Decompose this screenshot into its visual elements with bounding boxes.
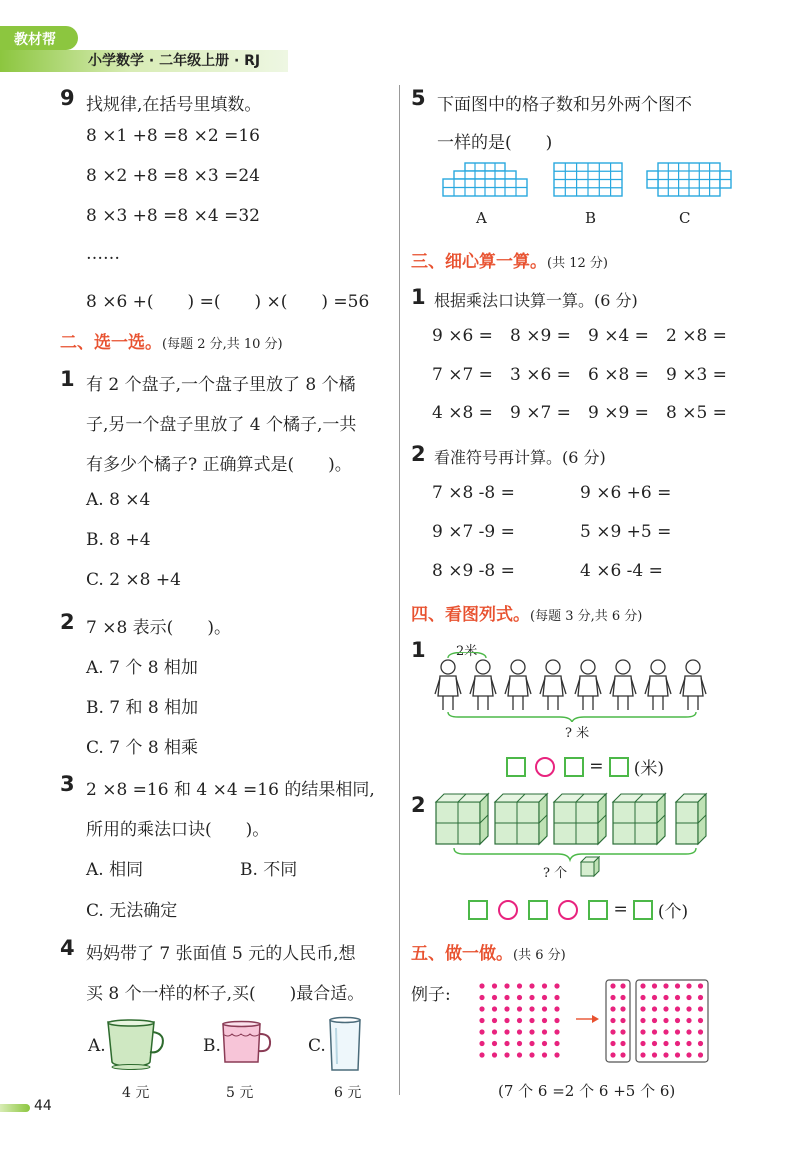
s4q1-unit: (米): [633, 759, 664, 779]
dot: [529, 983, 534, 988]
dot: [640, 1052, 645, 1057]
s2q1-option-c[interactable]: C. 2 ×8 +4: [86, 570, 181, 590]
dot: [479, 1029, 484, 1034]
s2q1-line-1: 有 2 个盘子,一个盘子里放了 8 个橘: [86, 375, 356, 395]
grid-figure-c[interactable]: [646, 162, 732, 198]
dot: [698, 995, 703, 1000]
dot: [652, 1006, 657, 1011]
dot: [529, 1052, 534, 1057]
dot: [698, 1041, 703, 1046]
q9-line-2: 8 ×2 +8 =8 ×3 =24: [86, 166, 260, 186]
dot: [698, 1006, 703, 1011]
dot: [663, 995, 668, 1000]
dot: [663, 1052, 668, 1057]
calc-3-3: 9 ×9 =: [588, 403, 649, 423]
dot: [698, 1052, 703, 1057]
dot: [504, 1029, 509, 1034]
dot: [610, 995, 615, 1000]
mixed-3-2: 4 ×6 -4 =: [580, 561, 663, 581]
dot: [652, 983, 657, 988]
dot: [640, 995, 645, 1000]
section-4-title: 四、看图列式。: [411, 605, 530, 625]
s4q2-unit: (个): [657, 902, 689, 922]
s3q1-text: 根据乘法口诀算一算。(6 分): [434, 291, 638, 310]
dot: [675, 1006, 680, 1011]
dot: [675, 983, 680, 988]
dot: [620, 1006, 625, 1011]
s4q1-top-label: 2米: [456, 644, 478, 659]
dot: [640, 1006, 645, 1011]
dot: [554, 1052, 559, 1057]
s2q1-option-a[interactable]: A. 8 ×4: [86, 490, 151, 510]
s4q2-cubes-figure: [430, 792, 720, 882]
s2q3-number: 3: [60, 772, 75, 796]
answer-box[interactable]: [609, 757, 629, 777]
dot: [542, 995, 547, 1000]
s2q1-number: 1: [60, 367, 75, 391]
dot: [479, 1041, 484, 1046]
s4q2-equation: [468, 897, 688, 922]
s2q4-choice-b-letter[interactable]: B.: [203, 1036, 221, 1056]
dot: [620, 1041, 625, 1046]
dot: [663, 1018, 668, 1023]
calc-2-3: 6 ×8 =: [588, 365, 649, 385]
q9-number: 9: [60, 86, 75, 110]
dot: [492, 1006, 497, 1011]
s2q4-number: 4: [60, 936, 75, 960]
dot: [517, 1052, 522, 1057]
calc-2-2: 3 ×6 =: [510, 365, 571, 385]
answer-box[interactable]: [506, 757, 526, 777]
dot: [663, 1029, 668, 1034]
dot: [610, 983, 615, 988]
s5-caption: (7 个 6 =2 个 6 +5 个 6): [498, 1082, 676, 1100]
dot: [517, 1029, 522, 1034]
dot: [620, 983, 625, 988]
s4q1-bottom-label: ? 米: [565, 726, 590, 741]
dot: [640, 1018, 645, 1023]
dot: [610, 1041, 615, 1046]
dot: [492, 1052, 497, 1057]
green-cup-icon: [104, 1018, 168, 1070]
dot: [492, 1029, 497, 1034]
dot: [492, 995, 497, 1000]
dot: [529, 1006, 534, 1011]
dot: [554, 1006, 559, 1011]
calc-3-4: 8 ×5 =: [666, 403, 727, 423]
glass-cup-icon: [328, 1016, 362, 1074]
dot: [663, 1041, 668, 1046]
dot: [620, 1052, 625, 1057]
mixed-1-1: 7 ×8 -8 =: [432, 483, 515, 503]
grid-label-b: B: [585, 209, 597, 227]
calc-1-4: 2 ×8 =: [666, 326, 727, 346]
dot: [542, 1018, 547, 1023]
dot: [610, 1029, 615, 1034]
dot: [554, 1041, 559, 1046]
grid-figure-b[interactable]: [553, 162, 623, 198]
dot: [686, 995, 691, 1000]
dot: [529, 995, 534, 1000]
dot: [492, 1041, 497, 1046]
operator-circle[interactable]: [498, 900, 518, 920]
answer-box[interactable]: [564, 757, 584, 777]
answer-box[interactable]: [633, 900, 653, 920]
dot: [686, 1006, 691, 1011]
s2q2-number: 2: [60, 610, 75, 634]
dot: [675, 1018, 680, 1023]
dot: [652, 995, 657, 1000]
answer-box[interactable]: [468, 900, 488, 920]
s2q3-option-a[interactable]: A. 相同: [86, 860, 144, 880]
s2q2-option-b[interactable]: B. 7 和 8 相加: [86, 698, 199, 718]
dot: [640, 983, 645, 988]
dot: [504, 995, 509, 1000]
s2q1-line-3: 有多少个橘子? 正确算式是( )。: [86, 455, 352, 475]
s4q2-number: 2: [411, 793, 426, 817]
s2q3-option-c[interactable]: C. 无法确定: [86, 901, 178, 921]
dot: [517, 1041, 522, 1046]
dot: [675, 1052, 680, 1057]
dot: [686, 1052, 691, 1057]
calc-1-2: 8 ×9 =: [510, 326, 571, 346]
dot: [542, 1052, 547, 1057]
dot: [686, 1018, 691, 1023]
q9-line-4: ……: [86, 244, 120, 264]
grid-label-a: A: [476, 209, 487, 227]
dot: [479, 1052, 484, 1057]
q9-line-1: 8 ×1 +8 =8 ×2 =16: [86, 126, 260, 146]
dot: [504, 983, 509, 988]
s2q4-line-2: 买 8 个一样的杯子,买( )最合适。: [86, 984, 365, 1004]
s2q3-line-2: 所用的乘法口诀( )。: [86, 820, 270, 840]
section-2-note: (每题 2 分,共 10 分): [162, 337, 283, 352]
dot: [686, 1029, 691, 1034]
dot: [542, 1006, 547, 1011]
dot: [640, 1029, 645, 1034]
header-title: 小学数学 · 二年级上册 · RJ: [88, 53, 261, 69]
s2q3-line-1: 2 ×8 =16 和 4 ×4 =16 的结果相同,: [86, 780, 375, 800]
s2q2-text: 7 ×8 表示( )。: [86, 618, 231, 638]
dot: [542, 983, 547, 988]
calc-1-1: 9 ×6 =: [432, 326, 493, 346]
calc-2-4: 9 ×3 =: [666, 365, 727, 385]
footer-bar: [0, 1104, 30, 1112]
dot: [542, 1029, 547, 1034]
dot: [517, 1018, 522, 1023]
dot: [620, 1029, 625, 1034]
dot: [504, 1041, 509, 1046]
mixed-1-2: 9 ×6 +6 =: [580, 483, 672, 503]
section-4-heading: [411, 600, 642, 625]
dot-array-figure: [476, 978, 716, 1064]
section-5-title: 五、做一做。: [411, 944, 513, 964]
dot: [554, 995, 559, 1000]
answer-box[interactable]: [528, 900, 548, 920]
mixed-2-1: 9 ×7 -9 =: [432, 522, 515, 542]
dot: [479, 983, 484, 988]
column-divider: [399, 85, 400, 1095]
dot: [610, 1018, 615, 1023]
page-number: 44: [34, 1098, 52, 1114]
s2q4-price-c: 6 元: [334, 1085, 362, 1101]
dot: [675, 995, 680, 1000]
dot: [620, 995, 625, 1000]
dot: [492, 1018, 497, 1023]
calc-3-1: 4 ×8 =: [432, 403, 493, 423]
calc-1-3: 9 ×4 =: [588, 326, 649, 346]
small-cube-icon: [580, 856, 600, 878]
operator-circle[interactable]: [535, 757, 555, 777]
section-3-heading: [411, 247, 608, 272]
dot: [492, 983, 497, 988]
s2q2-option-c[interactable]: C. 7 个 8 相乘: [86, 738, 199, 758]
dot: [517, 1006, 522, 1011]
s2q5-number: 5: [411, 86, 426, 110]
dot: [698, 983, 703, 988]
grid-figure-a[interactable]: [442, 162, 528, 198]
s4q1-equation: [506, 754, 664, 779]
dot: [542, 1041, 547, 1046]
dot: [686, 983, 691, 988]
q9-line-3: 8 ×3 +8 =8 ×4 =32: [86, 206, 260, 226]
calc-3-2: 9 ×7 =: [510, 403, 571, 423]
dot: [686, 1041, 691, 1046]
s2q5-line-1: 下面图中的格子数和另外两个图不: [437, 95, 692, 115]
dot: [663, 1006, 668, 1011]
dot: [698, 1029, 703, 1034]
pink-cup-icon: [220, 1020, 272, 1066]
dot: [610, 1052, 615, 1057]
dot: [554, 1029, 559, 1034]
section-2-title: 二、选一选。: [60, 333, 162, 353]
dot: [479, 995, 484, 1000]
dot: [652, 1041, 657, 1046]
dot: [504, 1006, 509, 1011]
dot: [554, 983, 559, 988]
s2q2-option-a[interactable]: A. 7 个 8 相加: [86, 658, 198, 678]
s2q4-price-b: 5 元: [226, 1085, 254, 1101]
answer-box[interactable]: [588, 900, 608, 920]
dot: [517, 983, 522, 988]
section-3-note: (共 12 分): [547, 256, 608, 271]
s4q1-people-figure: [430, 652, 710, 722]
s3q2-number: 2: [411, 442, 426, 466]
section-5-heading: [411, 939, 566, 964]
mixed-2-2: 5 ×9 +5 =: [580, 522, 672, 542]
grid-label-c: C: [679, 209, 691, 227]
s2q4-choice-a-letter[interactable]: A.: [88, 1036, 106, 1056]
equals-sign: =: [613, 899, 628, 920]
equals-sign: =: [589, 756, 604, 777]
dot: [504, 1052, 509, 1057]
s2q1-option-b[interactable]: B. 8 +4: [86, 530, 151, 550]
s4q2-bottom-label: ? 个: [543, 866, 568, 881]
s2q1-line-2: 子,另一个盘子里放了 4 个橘子,一共: [86, 415, 357, 435]
dot: [529, 1018, 534, 1023]
dot: [652, 1052, 657, 1057]
s3q2-text: 看准符号再计算。(6 分): [434, 448, 606, 467]
s2q5-line-2: 一样的是( ): [437, 133, 553, 153]
dot: [652, 1018, 657, 1023]
header-tag-text: 教材帮: [14, 32, 56, 48]
s2q3-option-b[interactable]: B. 不同: [240, 860, 298, 880]
dot: [698, 1018, 703, 1023]
dot: [610, 1006, 615, 1011]
dot: [517, 995, 522, 1000]
q9-line-5: 8 ×6 +( ) =( ) ×( ) =56: [86, 292, 370, 312]
operator-circle[interactable]: [558, 900, 578, 920]
s2q4-choice-c-letter[interactable]: C.: [308, 1036, 326, 1056]
q9-text: 找规律,在括号里填数。: [86, 95, 262, 115]
dot: [675, 1029, 680, 1034]
dot: [479, 1018, 484, 1023]
dot: [652, 1029, 657, 1034]
dot: [529, 1029, 534, 1034]
section-3-title: 三、细心算一算。: [411, 252, 547, 272]
dot: [640, 1041, 645, 1046]
dot: [663, 983, 668, 988]
calc-2-1: 7 ×7 =: [432, 365, 493, 385]
s3q1-number: 1: [411, 285, 426, 309]
dot: [620, 1018, 625, 1023]
s4q1-number: 1: [411, 638, 426, 662]
dot: [504, 1018, 509, 1023]
dot: [554, 1018, 559, 1023]
s2q4-line-1: 妈妈带了 7 张面值 5 元的人民币,想: [86, 944, 356, 964]
dot: [529, 1041, 534, 1046]
dot: [479, 1006, 484, 1011]
dot: [675, 1041, 680, 1046]
section-5-note: (共 6 分): [513, 948, 566, 963]
mixed-3-1: 8 ×9 -8 =: [432, 561, 515, 581]
s5-example-label: 例子:: [411, 985, 451, 1005]
s2q4-price-a: 4 元: [122, 1085, 150, 1101]
section-2-heading: [60, 328, 283, 353]
section-4-note: (每题 3 分,共 6 分): [530, 609, 643, 624]
